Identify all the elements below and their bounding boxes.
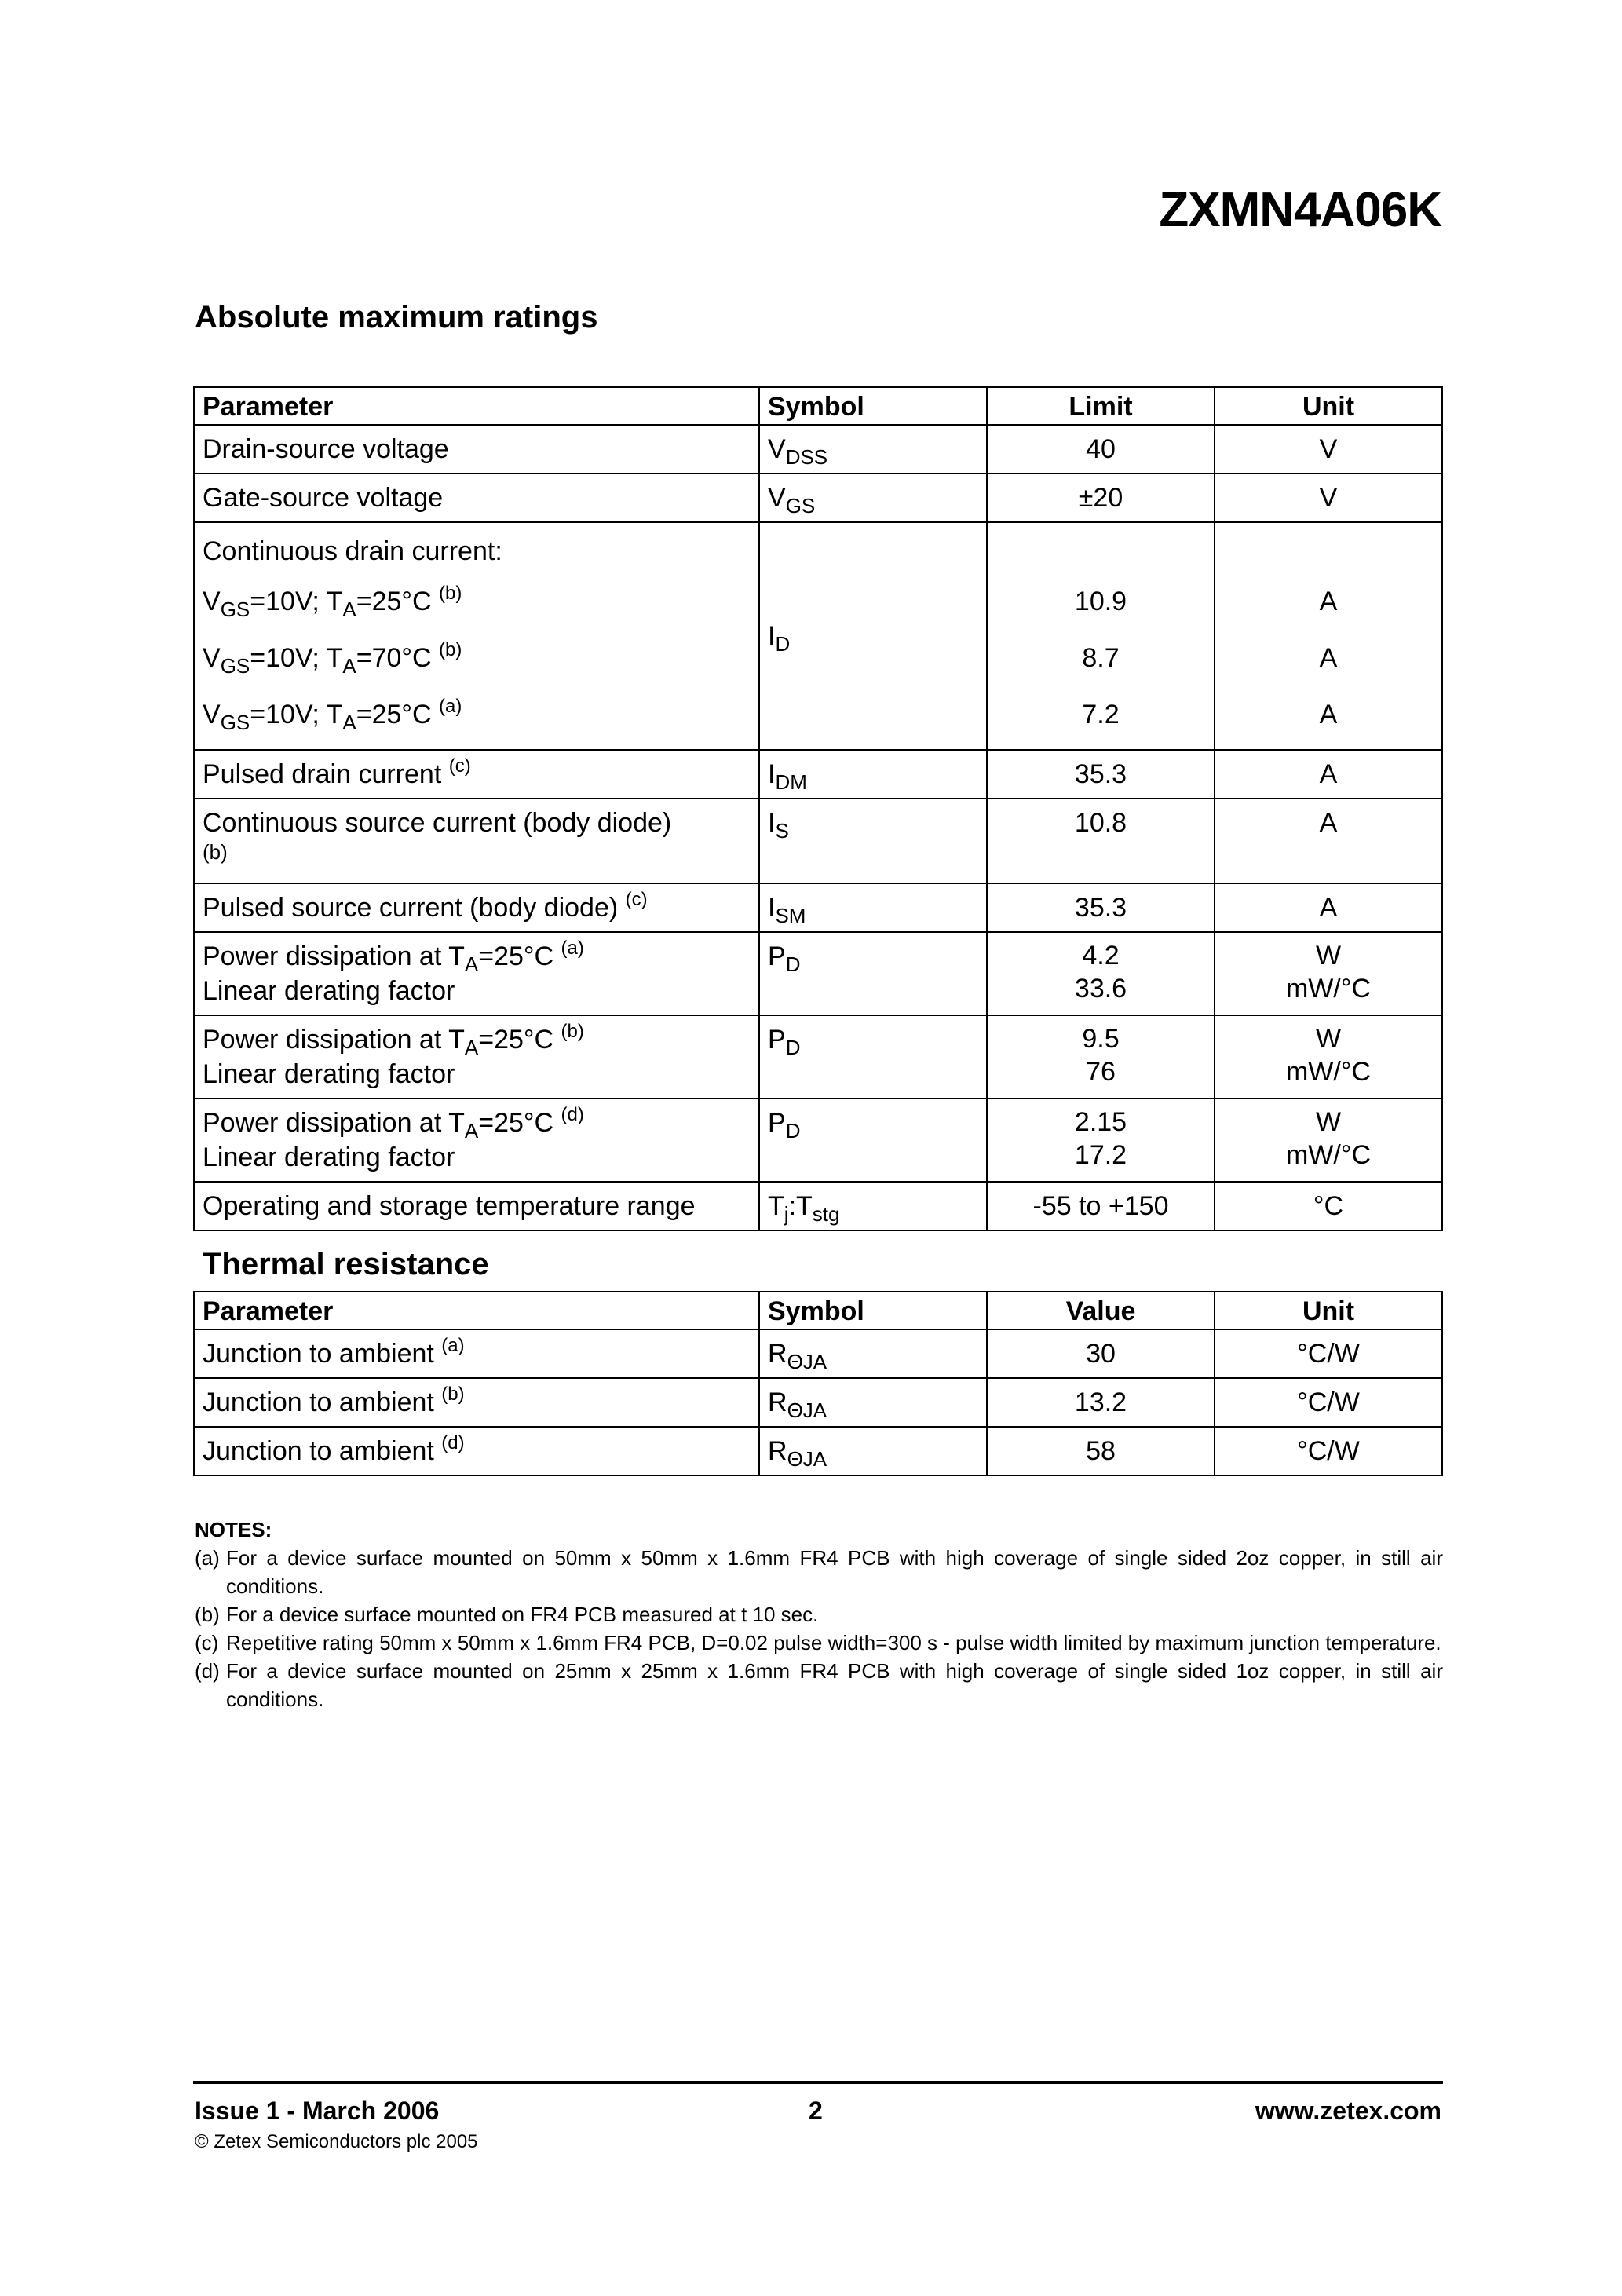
limit-cell: 35.3 (987, 750, 1215, 799)
symbol-cell: $I_{DM}$ (759, 750, 987, 799)
unit-cell: A (1215, 750, 1442, 799)
column-header: Parameter (194, 387, 759, 425)
unit-cell: V (1215, 473, 1442, 522)
table-header-row (194, 1292, 1442, 1329)
value-cell: 13.2 (987, 1378, 1215, 1427)
document-title: ZXMN4A06K (1159, 183, 1441, 237)
symbol-cell: $R_{\Theta JA}$ (759, 1378, 987, 1427)
symbol-cell: $I_S$ (759, 799, 987, 883)
limit-cell: 10.8 (987, 799, 1215, 883)
notes-section (195, 1515, 1443, 1713)
parameter-cell: Continuous drain current: $V_{GS}=10V$; $T_A=25^\circ C$ $^{(b)}$ $V_{GS}=10V$; $T_A=70^\circ C$ $^{(b)}$ $V_{GS}=10V$; $T_A=25^\circ C$ $^{(a)}$ (194, 522, 759, 750)
table-row (194, 1378, 1442, 1427)
value-cell: 30 (987, 1329, 1215, 1378)
notes-heading: NOTES: (195, 1518, 272, 1541)
symbol-cell: $R_{\Theta JA}$ (759, 1329, 987, 1378)
footer-divider (193, 2081, 1443, 2084)
parameter-cell: Junction to ambient $^{(a)}$ (194, 1329, 759, 1378)
symbol-cell: $R_{\Theta JA}$ (759, 1427, 987, 1475)
symbol-cell: $P_D$ (759, 1015, 987, 1099)
unit-cell: A A A (1215, 522, 1442, 750)
table-row (194, 750, 1442, 799)
parameter-cell: Operating and storage temperature range (194, 1182, 759, 1230)
limit-cell: 2.15 17.2 (987, 1099, 1215, 1182)
table-row (194, 932, 1442, 1015)
limit-cell: -55 to +150 (987, 1182, 1215, 1230)
parameter-cell: Drain-source voltage (194, 425, 759, 473)
footer-page-number: 2 (809, 2097, 823, 2125)
table-row (194, 522, 1442, 750)
column-header: Unit (1215, 387, 1442, 425)
unit-cell: °C/W (1215, 1329, 1442, 1378)
absolute-max-ratings-title: Absolute maximum ratings (195, 300, 598, 335)
table-row (194, 1099, 1442, 1182)
value-cell: 58 (987, 1427, 1215, 1475)
unit-cell: °C/W (1215, 1378, 1442, 1427)
limit-cell: 35.3 (987, 883, 1215, 932)
parameter-cell: Pulsed drain current $^{(c)}$ (194, 750, 759, 799)
unit-cell: A (1215, 883, 1442, 932)
table-row (194, 1015, 1442, 1099)
symbol-cell: $V_{GS}$ (759, 473, 987, 522)
thermal-resistance-title: Thermal resistance (203, 1247, 489, 1281)
table-row (194, 1329, 1442, 1378)
table-row (194, 1427, 1442, 1475)
limit-cell: ±20 (987, 473, 1215, 522)
column-header: Parameter (194, 1292, 759, 1329)
column-header: Limit (987, 387, 1215, 425)
note-item: (b) For a device surface mounted on FR4 PCB measured at t 10 sec. (195, 1603, 819, 1626)
footer-copyright: © Zetex Semiconductors plc 2005 (195, 2131, 478, 2152)
limit-cell: 4.2 33.6 (987, 932, 1215, 1015)
column-header: Symbol (759, 387, 987, 425)
unit-cell: °C (1215, 1182, 1442, 1230)
column-header: Value (987, 1292, 1215, 1329)
column-header: Symbol (759, 1292, 987, 1329)
unit-cell: A (1215, 799, 1442, 883)
table-row (194, 799, 1442, 883)
parameter-cell: Junction to ambient $^{(d)}$ (194, 1427, 759, 1475)
parameter-cell: Power dissipation at $T_A=25^\circ C$ $^{(d)}$ Linear derating factor (194, 1099, 759, 1182)
limit-cell: 40 (987, 425, 1215, 473)
unit-cell: W mW/°C (1215, 1015, 1442, 1099)
unit-cell: °C/W (1215, 1427, 1442, 1475)
parameter-cell: Power dissipation at $T_A=25^\circ C$ $^{(b)}$ Linear derating factor (194, 1015, 759, 1099)
column-header: Unit (1215, 1292, 1442, 1329)
symbol-cell: $V_{DSS}$ (759, 425, 987, 473)
thermal-resistance-table (193, 1291, 1443, 1476)
symbol-cell: $P_D$ (759, 932, 987, 1015)
symbol-cell: $I_D$ (759, 522, 987, 750)
limit-cell: 10.9 8.7 7.2 (987, 522, 1215, 750)
table-header-row (194, 387, 1442, 425)
unit-cell: V (1215, 425, 1442, 473)
parameter-cell: Continuous source current (body diode) (b) (194, 799, 759, 883)
footer-issue: Issue 1 - March 2006 (195, 2097, 440, 2125)
unit-cell: W mW/°C (1215, 1099, 1442, 1182)
absolute-max-ratings-table (193, 386, 1443, 1231)
parameter-cell: Power dissipation at $T_A=25^\circ C$ $^{(a)}$ Linear derating factor (194, 932, 759, 1015)
symbol-cell: $P_D$ (759, 1099, 987, 1182)
note-item: (c) Repetitive rating 50mm x 50mm x 1.6mm FR4 PCB, D=0.02 pulse width=300 s - pulse width limited by maximum junction temperature. (195, 1631, 1441, 1654)
symbol-cell: $I_{SM}$ (759, 883, 987, 932)
parameter-cell: Gate-source voltage (194, 473, 759, 522)
table-row (194, 1182, 1442, 1230)
table-row (194, 883, 1442, 932)
parameter-cell: Pulsed source current (body diode) $^{(c)}$ (194, 883, 759, 932)
limit-cell: 9.5 76 (987, 1015, 1215, 1099)
note-item: (d) For a device surface mounted on 25mm x 25mm x 1.6mm FR4 PCB with high coverage of single sided 1oz copper, in still air conditions. (195, 1659, 1443, 1711)
parameter-cell: Junction to ambient $^{(b)}$ (194, 1378, 759, 1427)
table-row (194, 425, 1442, 473)
unit-cell: W mW/°C (1215, 932, 1442, 1015)
table-row (194, 473, 1442, 522)
note-item: (a) For a device surface mounted on 50mm x 50mm x 1.6mm FR4 PCB with high coverage of single sided 2oz copper, in still air conditions. (195, 1546, 1443, 1598)
symbol-cell: $T_j:T_{stg}$ (759, 1182, 987, 1230)
footer-website: www.zetex.com (1255, 2097, 1441, 2125)
